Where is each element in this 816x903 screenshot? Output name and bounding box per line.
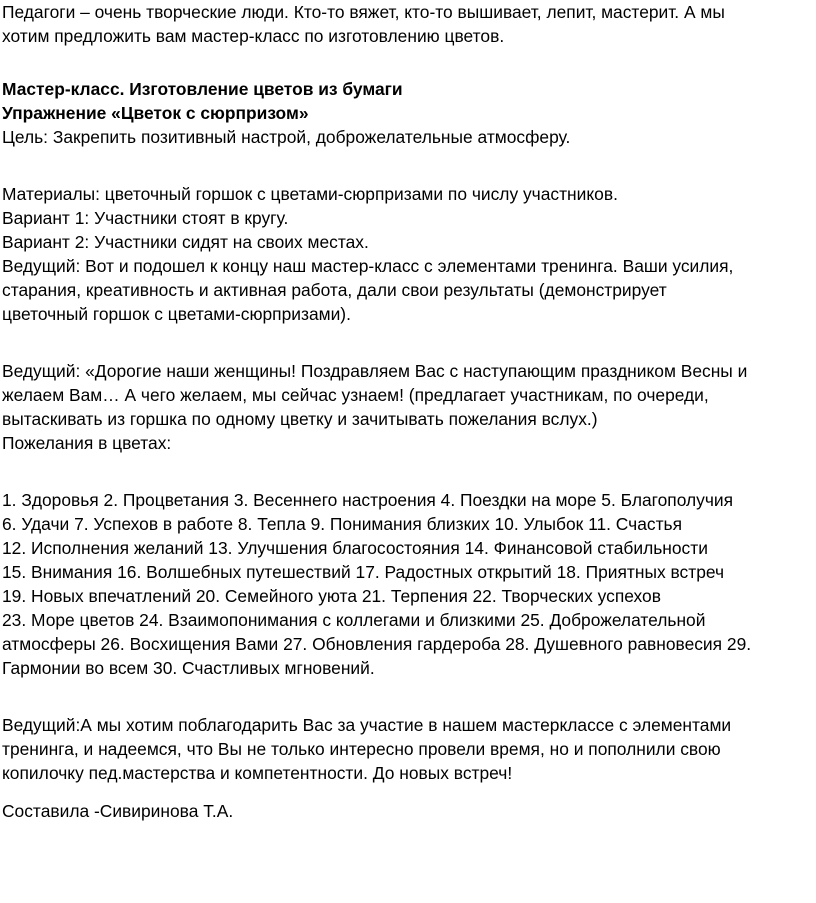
host-line: Ведущий: Вот и подошел к концу наш мастер-класс с элементами тренинга. Ваши усилия, bbox=[2, 256, 734, 276]
host-line: цветочный горшок с цветами-сюрпризами). bbox=[2, 304, 351, 324]
signature-line: Составила -Сивиринова Т.А. bbox=[2, 801, 234, 821]
intro-line: Педагоги – очень творческие люди. Кто-то вяжет, кто-то вышивает, лепит, мастерит. А мы bbox=[2, 2, 725, 22]
wishes-line: 1. Здоровья 2. Процветания 3. Весеннего настроения 4. Поездки на море 5. Благополучия bbox=[2, 490, 734, 510]
greeting-line: вытаскивать из горшка по одному цветку и зачитывать пожелания вслух.) bbox=[2, 409, 598, 429]
closing-line: тренинга, и надеемся, что Вы не только интересно провели время, но и пополнили свою bbox=[2, 739, 721, 759]
variant-2-line: Вариант 2: Участники сидят на своих местах. bbox=[2, 232, 369, 252]
materials-line: Материалы: цветочный горшок с цветами-сюрпризами по числу участников. bbox=[2, 184, 618, 204]
greeting-paragraph bbox=[2, 359, 814, 455]
materials-paragraph bbox=[2, 182, 814, 326]
closing-line: копилочку пед.мастерства и компетентности. До новых встреч! bbox=[2, 763, 513, 783]
wishes-line: 15. Внимания 16. Волшебных путешествий 17. Радостных открытий 18. Приятных встреч bbox=[2, 562, 725, 582]
wishes-line: 23. Море цветов 24. Взаимопонимания с коллегами и близкими 25. Доброжелательной bbox=[2, 610, 706, 630]
wishes-line: Гармонии во всем 30. Счастливых мгновений. bbox=[2, 658, 375, 678]
wishes-heading: Пожелания в цветах: bbox=[2, 433, 172, 453]
closing-line: Ведущий:А мы хотим поблагодарить Вас за участие в нашем мастерклассе с элементами bbox=[2, 715, 732, 735]
heading-block bbox=[2, 77, 814, 149]
wishes-line: 12. Исполнения желаний 13. Улучшения благосостояния 14. Финансовой стабильности bbox=[2, 538, 708, 558]
greeting-line: желаем Вам… А чего желаем, мы сейчас узнаем! (предлагает участникам, по очереди, bbox=[2, 385, 709, 405]
wishes-line: 19. Новых впечатлений 20. Семейного уюта 21. Терпения 22. Творческих успехов bbox=[2, 586, 661, 606]
goal-line: Цель: Закрепить позитивный настрой, доброжелательные атмосферу. bbox=[2, 127, 571, 147]
closing-paragraph bbox=[2, 713, 814, 785]
intro-line: хотим предложить вам мастер-класс по изготовлению цветов. bbox=[2, 26, 505, 46]
intro-paragraph bbox=[2, 0, 814, 48]
document-body bbox=[2, 0, 814, 823]
master-class-title: Мастер-класс. Изготовление цветов из бумаги bbox=[2, 79, 403, 99]
wishes-line: 6. Удачи 7. Успехов в работе 8. Тепла 9. Понимания близких 10. Улыбок 11. Счастья bbox=[2, 514, 683, 534]
wishes-line: атмосферы 26. Восхищения Вами 27. Обновления гардероба 28. Душевного равновесия 29. bbox=[2, 634, 752, 654]
signature-paragraph bbox=[2, 799, 814, 823]
variant-1-line: Вариант 1: Участники стоят в кругу. bbox=[2, 208, 289, 228]
greeting-line: Ведущий: «Дорогие наши женщины! Поздравляем Вас с наступающим праздником Весны и bbox=[2, 361, 748, 381]
wishes-list bbox=[2, 488, 814, 680]
host-line: старания, креативность и активная работа, дали свои результаты (демонстрирует bbox=[2, 280, 667, 300]
exercise-title: Упражнение «Цветок с сюрпризом» bbox=[2, 103, 309, 123]
